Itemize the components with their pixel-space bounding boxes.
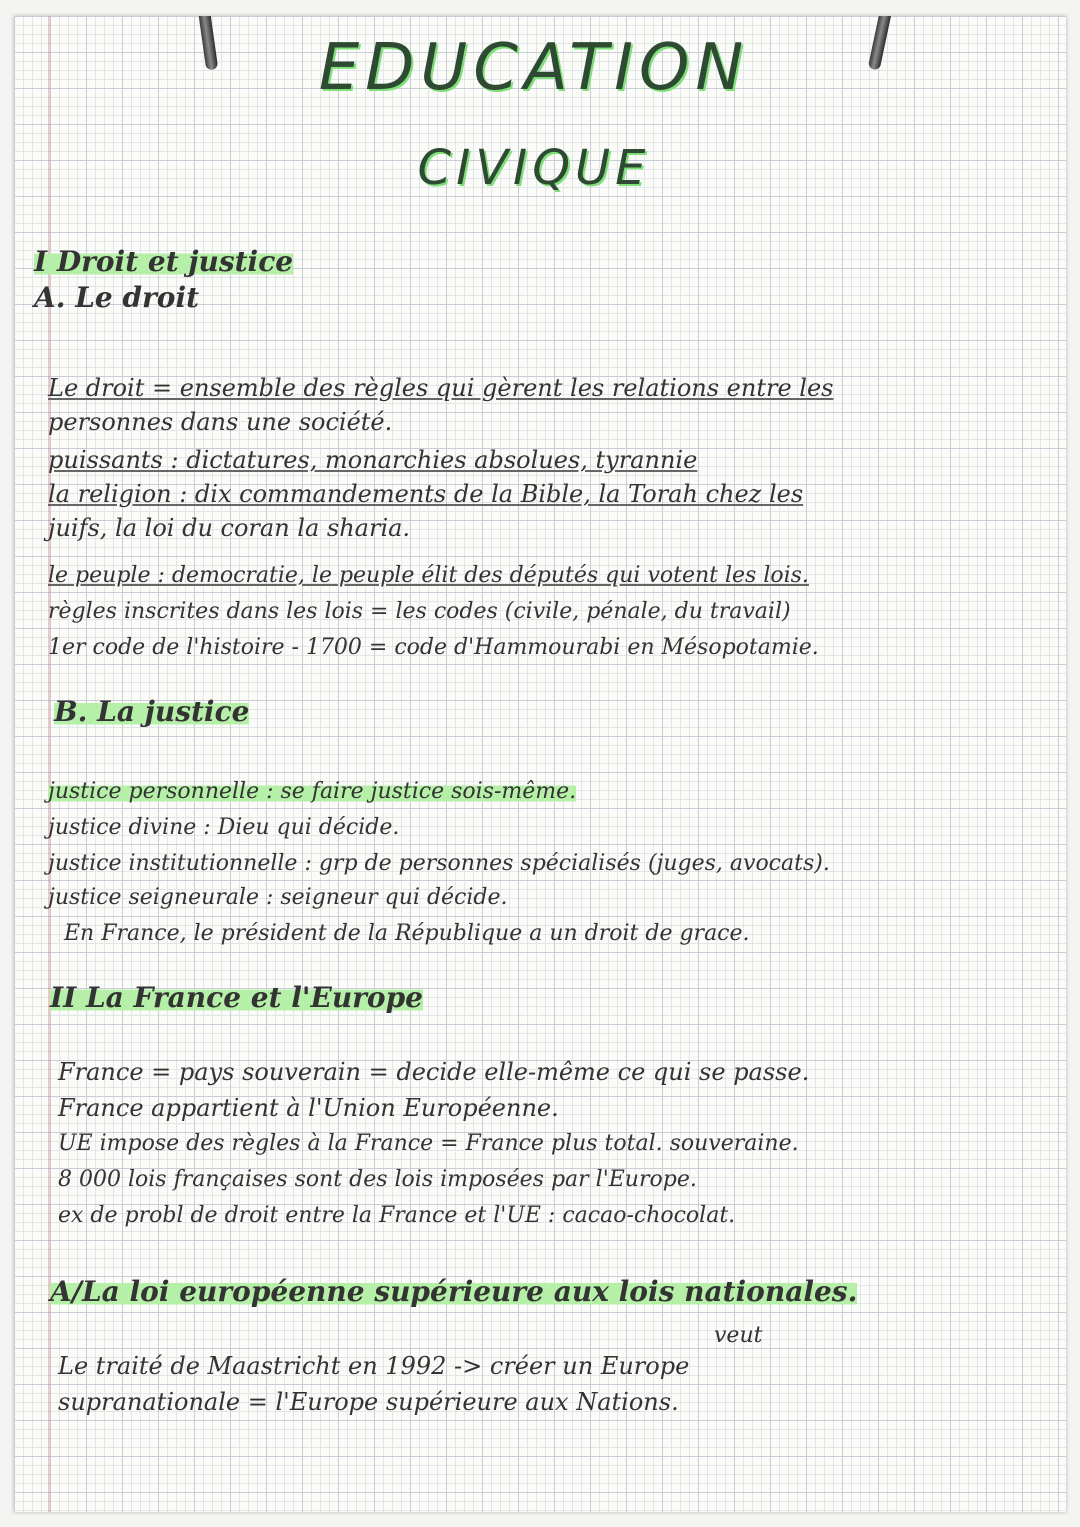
s1-line-3: la religion : dix commandements de la Bible, la Torah chez les [48, 480, 804, 508]
section1-subA: A. Le droit [34, 281, 200, 314]
s1-line-5: le peuple : democratie, le peuple élit des députés qui votent les lois. [48, 563, 809, 588]
section1-subB: B. La justice [54, 695, 250, 728]
s2-line-0: France = pays souverain = decide elle-même ce qui se passe. [58, 1058, 810, 1086]
s1b-line-2: justice institutionnelle : grp de personnes spécialisés (juges, avocats). [48, 851, 830, 876]
s1-line-1: personnes dans une société. [48, 408, 393, 436]
s1-line-6: règles inscrites dans les lois = les codes (civile, pénale, du travail) [48, 599, 791, 624]
s2-line-4: ex de probl de droit entre la France et l'UE : cacao-chocolat. [58, 1203, 736, 1228]
binder-ring-right [868, 16, 893, 71]
section2-subA: A/La loi européenne supérieure aux lois nationales. [50, 1275, 858, 1308]
notebook-page [14, 16, 1066, 1512]
s1b-line-3: justice seigneurale : seigneur qui décide. [48, 885, 508, 910]
page-subtitle: CIVIQUE [417, 140, 651, 196]
s2-line-3: 8 000 lois françaises sont des lois imposées par l'Europe. [58, 1167, 697, 1192]
s1b-line-1: justice divine : Dieu qui décide. [48, 815, 400, 840]
s1b-line-0: justice personnelle : se faire justice sois-même. [48, 779, 577, 804]
s2-line-2: UE impose des règles à la France = France plus total. souveraine. [58, 1131, 799, 1156]
s1-line-4: juifs, la loi du coran la sharia. [48, 514, 411, 542]
s1-line-7: 1er code de l'histoire - 1700 = code d'Hammourabi en Mésopotamie. [48, 635, 819, 660]
section1-heading: I Droit et justice [34, 245, 294, 278]
s1b-line-4: En France, le président de la République a un droit de grace. [64, 921, 750, 946]
s2a-annotation: veut [714, 1323, 763, 1348]
s2a-line-0: Le traité de Maastricht en 1992 -> créer un Europe [58, 1352, 690, 1380]
page-title: EDUCATION [318, 31, 750, 105]
s1-line-0: Le droit = ensemble des règles qui gèrent les relations entre les [48, 374, 834, 402]
s2a-line-1: supranationale = l'Europe supérieure aux Nations. [58, 1388, 679, 1416]
s1-line-2: puissants : dictatures, monarchies absolues, tyrannie [48, 446, 698, 474]
s2-line-1: France appartient à l'Union Européenne. [58, 1094, 559, 1122]
section2-heading: II La France et l'Europe [50, 981, 423, 1014]
